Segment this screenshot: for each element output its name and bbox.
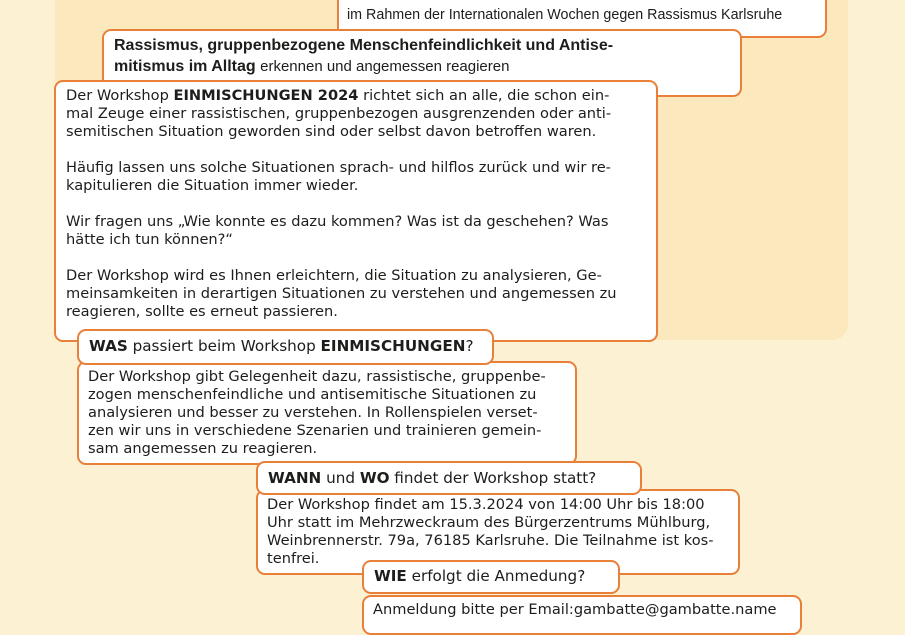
- answer-was-text: Der Workshop gibt Gelegenheit dazu, rassistische, gruppenbe- zogen menschenfeindliche und antisemitische Situationen zu analysieren und besser zu verstehen. In Rollenspielen verset- zen wir uns in verschiedene Szenarien und trainieren gemein- sam angemessen zu reagieren.: [88, 368, 546, 457]
- q-was-mid: passiert beim Workshop: [127, 337, 321, 355]
- intro-p1-pre: Der Workshop: [66, 87, 174, 104]
- intro-paragraph-4: Der Workshop wird es Ihnen erleichtern, die Situation zu analysieren, Ge- meinsamkeiten in derartigen Situationen zu verstehen und angemessen zu reagieren, sollte es erneut passieren.: [66, 267, 617, 320]
- q-wann-mid: und: [321, 469, 360, 487]
- subtitle-text: im Rahmen der Internationalen Wochen gegen Rassismus Karlsruhe: [347, 7, 783, 23]
- q-wann-bold-2: WO: [359, 469, 390, 487]
- answer-was-box: [77, 361, 577, 465]
- q-was-end: ?: [465, 337, 474, 355]
- q-was-bold-1: WAS: [89, 337, 128, 355]
- heading-bold-line2: mitismus im Alltag: [114, 58, 256, 75]
- question-wann-box: [256, 461, 642, 495]
- intro-paragraph-3: Wir fragen uns „Wie konnte es dazu kommen? Was ist da geschehen? Was hätte ich tun können?“: [66, 213, 609, 248]
- q-wie-end: erfolgt die Anmedung?: [406, 567, 586, 585]
- q-wann-bold-1: WANN: [268, 469, 322, 487]
- intro-p1-post: richtet sich an alle, die schon ein- mal Zeuge einer rassistischen, gruppenbezogen ausgrenzenden oder anti- semitischen Situation geworden sind oder selbst davon betroffen waren.: [66, 87, 612, 140]
- q-wie-bold: WIE: [374, 567, 407, 585]
- intro-box: [54, 80, 658, 342]
- intro-p1-bold: EINMISCHUNGEN 2024: [173, 87, 359, 104]
- answer-wie-box: [362, 595, 802, 635]
- question-wie-box: [362, 560, 620, 594]
- heading-bold-line1: Rassismus, gruppenbezogene Menschenfeindlichkeit und Antise-: [114, 37, 614, 54]
- intro-paragraph-2: Häufig lassen uns solche Situationen sprach- und hilflos zurück und wir re- kapitulieren die Situation immer wieder.: [66, 159, 611, 194]
- question-was-box: [77, 329, 494, 365]
- answer-wann-text: Der Workshop findet am 15.3.2024 von 14:00 Uhr bis 18:00 Uhr statt im Mehrzweckraum des Bürgerzentrums Mühlburg, Weinbrennerstr. 79a, 76185 Karlsruhe. Die Teilnahme ist kos- tenfrei.: [267, 496, 714, 567]
- q-wann-end: findet der Workshop statt?: [389, 469, 597, 487]
- intro-paragraph-1: [66, 87, 646, 141]
- answer-wie-text: Anmeldung bitte per Email:gambatte@gambatte.name: [373, 601, 777, 618]
- heading-rest: erkennen und angemessen reagieren: [260, 58, 510, 75]
- q-was-bold-2: EINMISCHUNGEN: [320, 337, 466, 355]
